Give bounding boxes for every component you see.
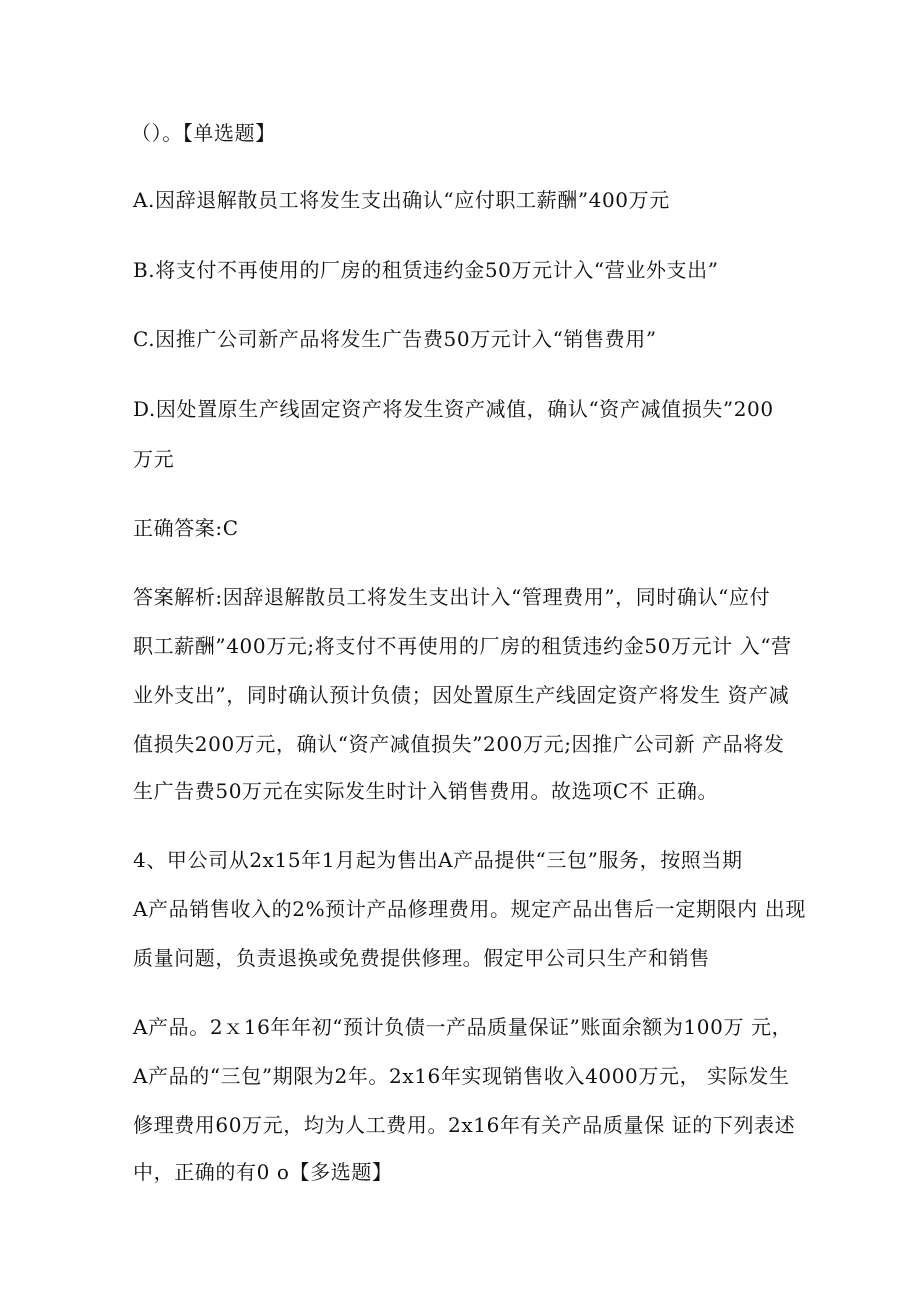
question4-line: 4、甲公司从2x15年1月起为售出A产品提供“三包”服务，按照当期	[133, 848, 743, 872]
explanation-line: 职工薪酬”400万元;将支付不再使用的厂房的租赁违约金50万元计 入“营	[133, 634, 792, 658]
option-d-line2: 万元	[133, 447, 175, 471]
explanation-line: 值损失200万元，确认“资产减值损失”200万元;因推广公司新 产品将发	[133, 732, 785, 756]
question4-line: 质量问题，负责退换或免费提供修理。假定甲公司只生产和销售	[133, 946, 710, 970]
question-tail: （）。【单选题】	[131, 121, 276, 145]
option-c: C.因推广公司新产品将发生广告费50万元计入“销售费用”	[133, 327, 657, 351]
question4-line: A产品。2ｘ16年年初“预计负债一产品质量保证”账面余额为100万 元，	[133, 1015, 793, 1039]
option-a: A.因辞退解散员工将发生支出确认“应付职工薪酬”400万元	[133, 188, 670, 212]
question4-line: 修理费用60万元，均为人工费用。2x16年有关产品质量保 证的下列表述	[133, 1113, 796, 1137]
question4-line: A产品的“三包”期限为2年。2x16年实现销售收入4000万元， 实际发生	[133, 1064, 790, 1088]
explanation-line: 答案解析:因辞退解散员工将发生支出计入“管理费用”，同时确认“应付	[133, 585, 771, 609]
correct-answer: 正确答案:C	[133, 516, 239, 540]
explanation-line: 生广告费50万元在实际发生时计入销售费用。故选项C不 正确。	[133, 779, 719, 803]
option-d-line1: D.因处置原生产线固定资产将发生资产减值，确认“资产减值损失”200	[133, 397, 774, 421]
question4-line: 中，正确的有0 o【多选题】	[133, 1160, 393, 1184]
option-b: B.将支付不再使用的厂房的租赁违约金50万元计入“营业外支出”	[133, 258, 719, 282]
explanation-line: 业外支出”，同时确认预计负债；因处置原生产线固定资产将发生 资产减	[133, 683, 790, 707]
question4-line: A产品销售收入的2%预计产品修理费用。规定产品出售后一定期限内 出现	[133, 897, 806, 921]
